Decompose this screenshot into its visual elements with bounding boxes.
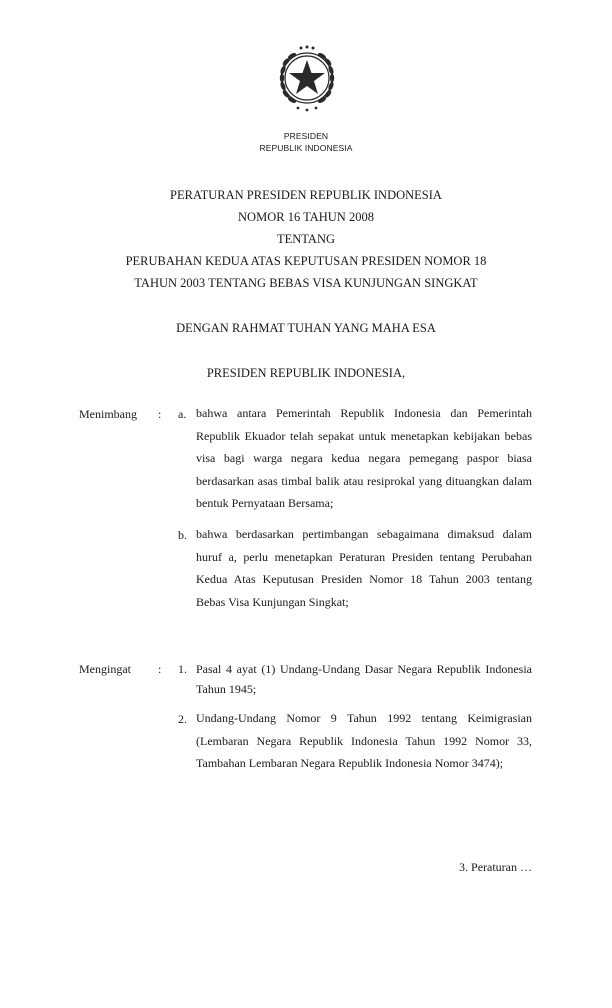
mengingat-item-1: Pasal 4 ayat (1) Undang-Undang Dasar Negara Republik Indonesia Tahun 1945; — [196, 662, 532, 696]
mengingat-label: Mengingat — [79, 662, 131, 676]
title-line-3: TENTANG — [276, 232, 335, 246]
invocation: DENGAN RAHMAT TUHAN YANG MAHA ESA — [176, 321, 436, 335]
president-heading: PRESIDEN REPUBLIK INDONESIA, — [206, 366, 406, 380]
menimbang-item-b: bahwa berdasarkan pertimbangan sebagaimana dimaksud dalam huruf a, perlu menetapkan Peraturan Presiden tentang Perubahan Kedua Atas Keputusan Presiden Nomor 18 Tahun 2003 tentang Bebas Visa Kunjungan Singkat; — [196, 527, 532, 609]
menimbang-marker-b: b. — [178, 528, 187, 542]
title-line-2: NOMOR 16 TAHUN 2008 — [238, 210, 374, 224]
menimbang-colon: : — [158, 407, 162, 421]
mengingat-marker-2: 2. — [178, 712, 187, 726]
header-president: PRESIDEN — [283, 131, 329, 141]
mengingat-colon: : — [158, 662, 162, 676]
menimbang-item-a: bahwa antara Pemerintah Republik Indonesia dan Pemerintah Republik Ekuador telah sepakat untuk menetapkan kebijakan bebas visa bagi warga negara kedua negara pemegang paspor biasa berdasarkan asas timbal balik atau resiprokal yang dituangkan dalam bentuk Pernyataan Bersama; — [196, 406, 532, 510]
menimbang-label: Menimbang — [79, 407, 137, 421]
title-line-5: TAHUN 2003 TENTANG BEBAS VISA KUNJUNGAN SINGKAT — [134, 276, 478, 290]
menimbang-marker-a: a. — [178, 407, 187, 421]
mengingat-marker-1: 1. — [178, 662, 187, 676]
header-republic: REPUBLIK INDONESIA — [259, 143, 353, 153]
star-emblem-icon — [268, 38, 346, 118]
title-line-4: PERUBAHAN KEDUA ATAS KEPUTUSAN PRESIDEN NOMOR 18 — [125, 254, 487, 268]
mengingat-item-2: Undang-Undang Nomor 9 Tahun 1992 tentang Keimigrasian (Lembaran Negara Republik Indonesia Tahun 1992 Nomor 33, Tambahan Lembaran Negara Republik Indonesia Nomor 3474); — [196, 711, 532, 770]
continuation-marker: 3. Peraturan … — [459, 860, 532, 874]
title-line-1: PERATURAN PRESIDEN REPUBLIK INDONESIA — [170, 188, 442, 202]
